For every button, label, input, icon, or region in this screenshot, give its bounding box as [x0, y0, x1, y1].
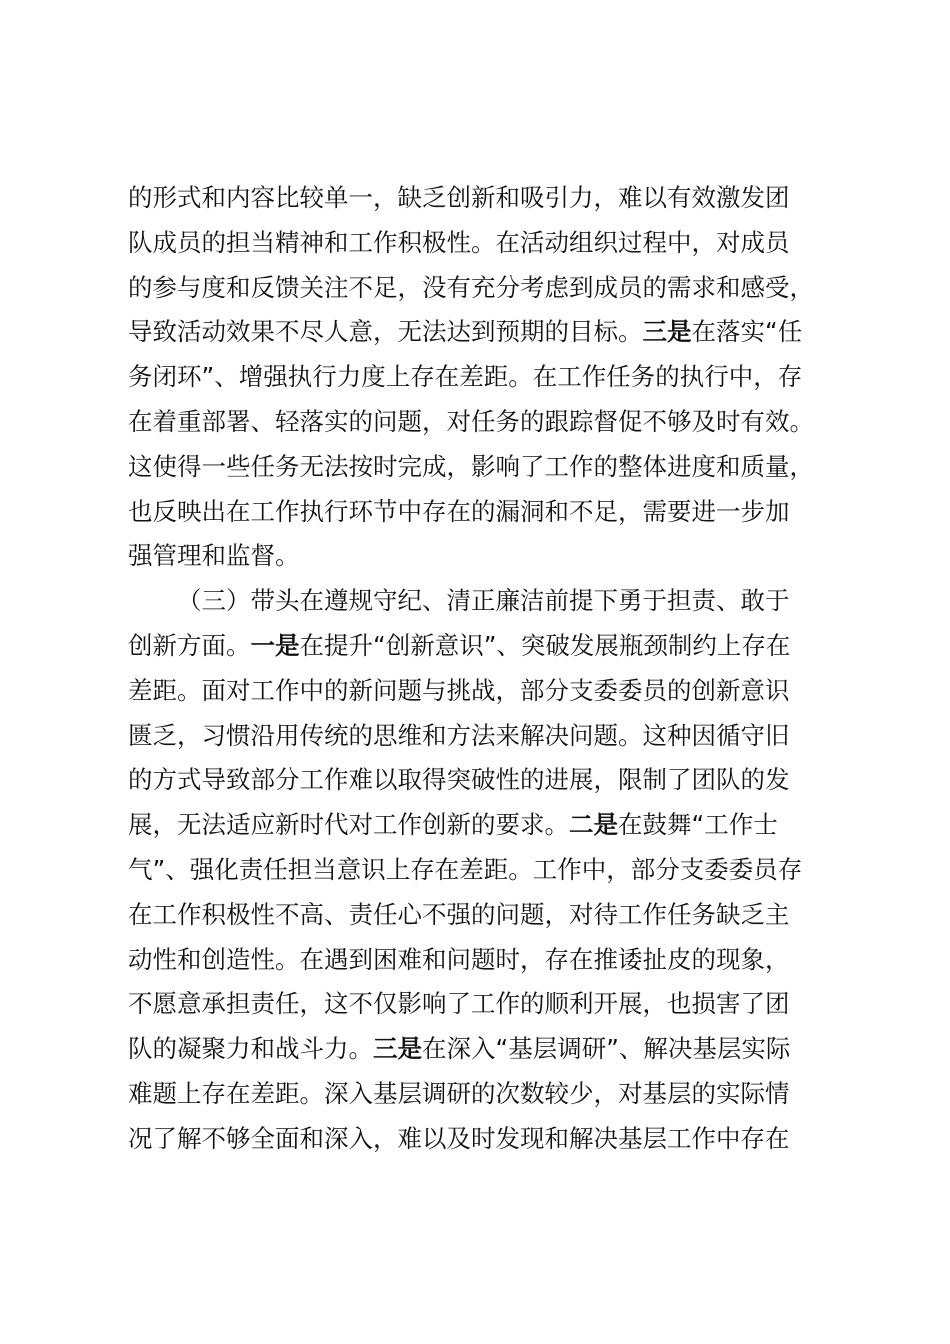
text-segment: 队的凝聚力和战斗力。 [128, 1034, 373, 1064]
text-line [128, 445, 848, 490]
text-segment: 强管理和监督。 [128, 541, 300, 571]
text-line [128, 310, 848, 355]
text-segment: 务闭环”、增强执行力度上存在差距。在工作任务的执行中，存 [128, 362, 803, 392]
document-body [128, 176, 848, 1162]
text-line [128, 534, 848, 579]
text-line [128, 758, 848, 803]
text-line [128, 669, 848, 714]
text-segment: 气”、强化责任担当意识上存在差距。工作中，部分支委委员存 [128, 854, 803, 884]
text-segment: 在着重部署、轻落实的问题，对任务的跟踪督促不够及时有效。 [128, 406, 814, 436]
text-segment: 这使得一些任务无法按时完成，影响了工作的整体进度和质量， [128, 451, 814, 481]
text-line [128, 803, 848, 848]
text-line [128, 490, 848, 535]
text-line [128, 176, 848, 221]
text-segment: 在鼓舞“工作士 [618, 810, 778, 840]
text-segment: 的形式和内容比较单一，缺乏创新和吸引力，难以有效激发团 [128, 183, 790, 212]
text-segment: 差距。面对工作中的新问题与挑战，部分支委委员的创新意识 [128, 675, 790, 705]
text-segment: 队成员的担当精神和工作积极性。在活动组织过程中，对成员 [128, 227, 790, 257]
text-segment: 展，无法适应新时代对工作创新的要求。 [128, 810, 569, 840]
text-line [128, 266, 848, 311]
text-line [128, 1072, 848, 1117]
text-segment: 也反映出在工作执行环节中存在的漏洞和不足，需要进一步加 [128, 496, 790, 526]
text-segment: 的参与度和反馈关注不足，没有充分考虑到成员的需求和感受， [128, 272, 814, 302]
emphasis-text: 二是 [569, 810, 618, 840]
text-segment: 在提升“创新意识”、突破发展瓶颈制约上存在 [299, 630, 791, 660]
text-segment: 在工作积极性不高、责任心不强的问题，对待工作任务缺乏主 [128, 899, 790, 929]
text-segment: 创新方面。 [128, 630, 251, 660]
text-line [128, 938, 848, 983]
emphasis-text: 三是 [642, 317, 692, 347]
text-line [128, 624, 848, 669]
paragraph-heading-line [128, 579, 848, 624]
emphasis-text: 一是 [250, 630, 300, 660]
text-line [128, 848, 848, 893]
text-line [128, 355, 848, 400]
text-segment: 在深入“基层调研”、解决基层实际 [422, 1034, 791, 1064]
text-line [128, 221, 848, 266]
text-segment: 况了解不够全面和深入，难以及时发现和解决基层工作中存在 [128, 1123, 790, 1153]
text-segment: 动性和创造性。在遇到困难和问题时，存在推诿扯皮的现象， [128, 944, 790, 974]
text-line [128, 893, 848, 938]
text-line [128, 1027, 848, 1072]
text-segment: 匮乏，习惯沿用传统的思维和方法来解决问题。这种因循守旧 [128, 720, 790, 750]
text-segment: 在落实“任 [691, 317, 803, 347]
text-segment: 不愿意承担责任，这不仅影响了工作的顺利开展，也损害了团 [128, 989, 790, 1019]
text-segment: 难题上存在差距。深入基层调研的次数较少，对基层的实际情 [128, 1078, 790, 1108]
text-line [128, 1117, 848, 1162]
text-line [128, 400, 848, 445]
emphasis-text: 三是 [373, 1034, 422, 1064]
text-line [128, 714, 848, 759]
text-segment: 导致活动效果不尽人意，无法达到预期的目标。 [128, 317, 643, 347]
text-line [128, 982, 848, 1027]
text-segment: （三）带头在遵规守纪、清正廉洁前提下勇于担责、敢于 [177, 586, 790, 616]
text-segment: 的方式导致部分工作难以取得突破性的进展，限制了团队的发 [128, 765, 790, 795]
